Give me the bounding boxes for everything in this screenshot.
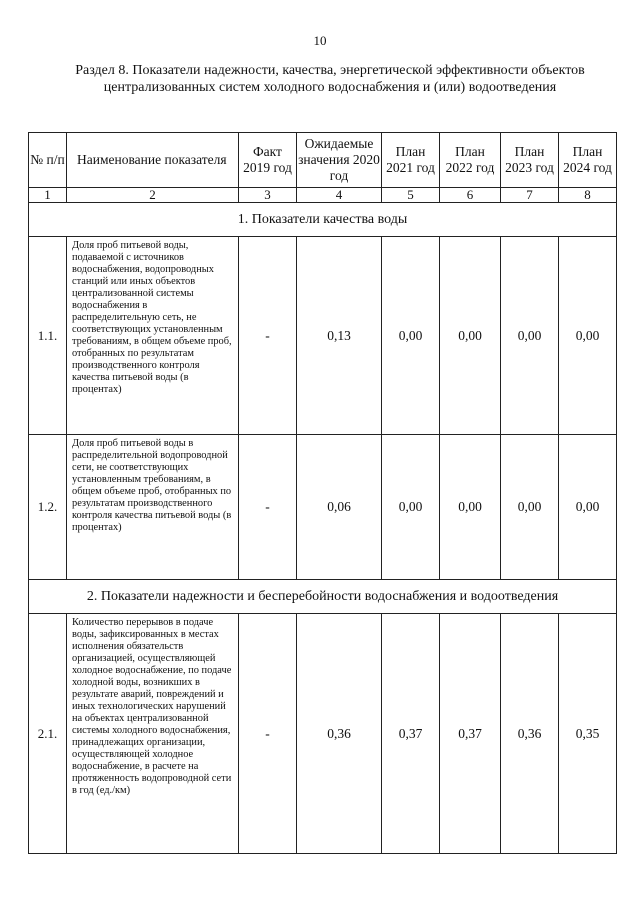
- value-plan-2022: 0,00: [440, 237, 501, 435]
- header-plan-2023: План 2023 год: [501, 133, 559, 188]
- header-plan-2021: План 2021 год: [382, 133, 440, 188]
- indicator-name: Количество перерывов в подаче воды, зафиксированных в местах исполнения обязательств организацией, осуществляющей холодное водоснабжение, по подаче холодной воды, возникших в результате аварий, повреждений и иных технологических нарушений на объектах централизованной системы холодного водоснабжения, принадлежащих организации, осуществляющей холодное водоснабжение, в расчете на протяженность водопроводной сети в год (ед./км): [67, 614, 239, 854]
- column-number: 4: [297, 188, 382, 203]
- row-number: 1.1.: [29, 237, 67, 435]
- value-plan-2021: 0,37: [382, 614, 440, 854]
- value-plan-2024: 0,00: [559, 237, 617, 435]
- header-num: № п/п: [29, 133, 67, 188]
- column-number: 3: [239, 188, 297, 203]
- header-plan-2022: План 2022 год: [440, 133, 501, 188]
- column-number: 6: [440, 188, 501, 203]
- value-plan-2022: 0,37: [440, 614, 501, 854]
- page-number: 10: [313, 33, 327, 48]
- header-name: Наименование показателя: [67, 133, 239, 188]
- value-plan-2023: 0,00: [501, 237, 559, 435]
- value-plan-2022: 0,00: [440, 435, 501, 580]
- indicator-name: Доля проб питьевой воды в распределительной водопроводной сети, не соответствующих установленным требованиям, в общем объеме проб, отобранных по результатам производственного контроля качества питьевой воды (в процентах): [67, 435, 239, 580]
- section-title-cell: 2. Показатели надежности и бесперебойности водоснабжения и водоотведения: [29, 580, 617, 614]
- value-plan-2023: 0,36: [501, 614, 559, 854]
- section-title: Раздел 8. Показатели надежности, качества, энергетической эффективности объектов централизованных систем холодного водоснабжения и (или) водоотведения: [75, 63, 585, 95]
- column-number: 1: [29, 188, 67, 203]
- header-expected-2020: Ожидаемые значения 2020 год: [297, 133, 382, 188]
- value-plan-2021: 0,00: [382, 435, 440, 580]
- column-number: 2: [67, 188, 239, 203]
- section-row: [29, 203, 617, 237]
- column-number-row: [29, 188, 617, 203]
- table-row: [29, 435, 617, 580]
- value-expected-2020: 0,13: [297, 237, 382, 435]
- value-expected-2020: 0,06: [297, 435, 382, 580]
- value-plan-2024: 0,00: [559, 435, 617, 580]
- row-number: 2.1.: [29, 614, 67, 854]
- value-fact-2019: -: [239, 237, 297, 435]
- value-plan-2023: 0,00: [501, 435, 559, 580]
- table-row: [29, 614, 617, 854]
- header-row: [29, 133, 617, 188]
- table-row: [29, 237, 617, 435]
- value-fact-2019: -: [239, 435, 297, 580]
- indicator-name: Доля проб питьевой воды, подаваемой с источников водоснабжения, водопроводных станций или иных объектов централизованной системы водоснабжения в распределительную сеть, не соответствующих установленным требованиям, в общем объеме проб, отобранных по результатам производственного контроля качества питьевой воды (в процентах): [67, 237, 239, 435]
- column-number: 8: [559, 188, 617, 203]
- section-row: [29, 580, 617, 614]
- indicators-table: [28, 132, 617, 854]
- column-number: 5: [382, 188, 440, 203]
- value-expected-2020: 0,36: [297, 614, 382, 854]
- section-title-cell: 1. Показатели качества воды: [29, 203, 617, 237]
- value-plan-2021: 0,00: [382, 237, 440, 435]
- value-plan-2024: 0,35: [559, 614, 617, 854]
- value-fact-2019: -: [239, 614, 297, 854]
- row-number: 1.2.: [29, 435, 67, 580]
- header-plan-2024: План 2024 год: [559, 133, 617, 188]
- header-fact-2019: Факт 2019 год: [239, 133, 297, 188]
- column-number: 7: [501, 188, 559, 203]
